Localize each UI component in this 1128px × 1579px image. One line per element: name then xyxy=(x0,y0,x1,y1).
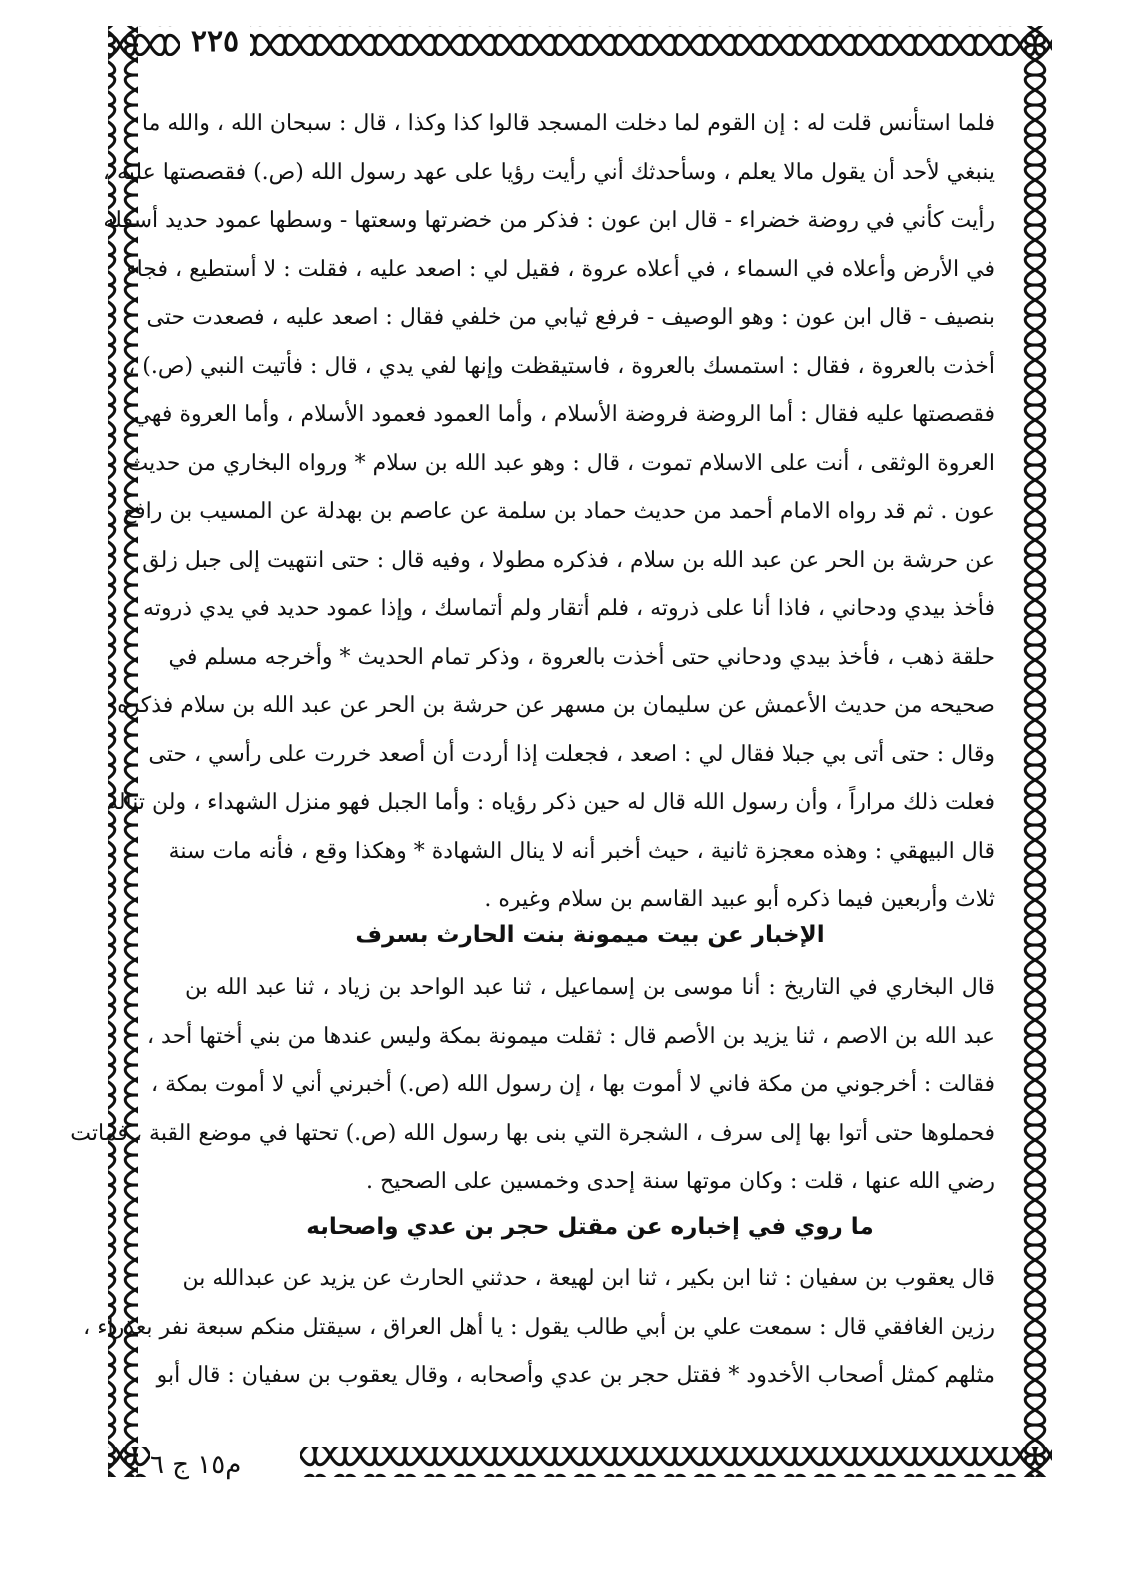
text-line: فقالت : أخرجوني من مكة فاني لا أموت بها ، إن رسول الله (ص.) أخبرني أني لا أموت بمكة ، xyxy=(151,1072,995,1097)
text-line: قال البخاري في التاريخ : أنا موسى بن إسماعيل ، ثنا عبد الواحد بن زياد ، ثنا عبد الله بن xyxy=(185,975,995,1000)
text-line: عن حرشة بن الحر عن عبد الله بن سلام ، فذكره مطولا ، وفيه قال : حتى انتهيت إلى جبل زلق xyxy=(142,547,995,573)
text-line: بنصيف - قال ابن عون : وهو الوصيف - فرفع ثيابي من خلفي فقال : اصعد عليه ، فصعدت حتى xyxy=(146,305,995,330)
text-line: مثلهم كمثل أصحاب الأخدود * فقتل حجر بن عدي وأصحابه ، وقال يعقوب بن سفيان : قال أبو xyxy=(156,1363,995,1388)
text-line: فحملوها حتى أتوا بها إلى سرف ، الشجرة التي بنى بها رسول الله (ص.) تحتها في موضع القبة ، فماتت xyxy=(70,1120,995,1146)
text-line: عون . ثم قد رواه الامام أحمد من حديث حماد بن سلمة عن عاصم بن بهدلة عن المسيب بن رافع xyxy=(123,499,995,524)
text-line: فقصصتها عليه فقال : أما الروضة فروضة الأسلام ، وأما العمود فعمود الأسلام ، وأما العروة فهي xyxy=(133,402,995,427)
text-line: أخذت بالعروة ، فقال : استمسك بالعروة ، فاستيقظت وإنها لفي يدي ، قال : فأتيت النبي (ص.) ، xyxy=(128,353,995,379)
page-number: ٢٢٥ xyxy=(180,22,250,62)
text-line: قال يعقوب بن سفيان : ثنا ابن بكير ، ثنا ابن لهيعة ، حدثني الحارث عن يزيد عن عبدالله بن xyxy=(182,1266,995,1291)
text-line: فأخذ بيدي ودحاني ، فاذا أنا على ذروته ، فلم أتقار ولم أتماسك ، وإذا عمود حديد في يدي ذروته xyxy=(143,596,995,621)
text-line: فلما استأنس قلت له : إن القوم لما دخلت المسجد قالوا كذا وكذا ، قال : سبحان الله ، والله ما xyxy=(141,111,995,136)
body-section-3 xyxy=(83,1255,995,1401)
text-line: رضي الله عنها ، قلت : وكان موتها سنة إحدى وخمسين على الصحيح . xyxy=(365,1169,995,1194)
signature-mark: م١٥ ج ٦ xyxy=(150,1445,300,1485)
text-line: في الأرض وأعلاه في السماء ، في أعلاه عروة ، فقيل لي : اصعد عليه ، فقلت : لا أستطيع ، فجاء xyxy=(126,256,995,282)
text-line: وقال : حتى أتى بي جبلا فقال لي : اصعد ، فجعلت إذا أردت أن أصعد خررت على رأسي ، حتى xyxy=(148,741,995,767)
text-line: رأيت كأني في روضة خضراء - قال ابن عون : فذكر من خضرتها وسعتها - وسطها عمود حديد أسفله xyxy=(103,208,995,233)
body-section-1 xyxy=(102,100,995,925)
text-line: صحيحه من حديث الأعمش عن سليمان بن مسهر عن حرشة بن الحر عن عبد الله بن سلام فذكره xyxy=(117,693,995,718)
text-line: ثلاث وأربعين فيما ذكره أبو عبيد القاسم بن سلام وغيره . xyxy=(484,887,995,912)
text-line: العروة الوثقى ، أنت على الاسلام تموت ، قال : وهو عبد الله بن سلام * ورواه البخاري من حديث xyxy=(127,450,995,476)
text-line: فعلت ذلك مراراً ، وأن رسول الله قال له حين ذكر رؤياه : وأما الجبل فهو منزل الشهداء ، ولن تناله xyxy=(107,790,995,815)
text-line: حلقة ذهب ، فأخذ بيدي ودحاني حتى أخذت بالعروة ، وذكر تمام الحديث * وأخرجه مسلم في xyxy=(168,644,995,670)
text-line: ينبغي لأحد أن يقول مالا يعلم ، وسأحدثك أني رأيت رؤيا على عهد رسول الله (ص.) فقصصتها عليه ، xyxy=(102,159,995,185)
body-section-2 xyxy=(70,964,995,1207)
text-line: عبد الله بن الاصم ، ثنا يزيد بن الأصم قال : ثقلت ميمونة بمكة وليس عندها من بني أختها أحد ، xyxy=(146,1023,995,1049)
section-heading-hujr: ما روي في إخباره عن مقتل حجر بن عدي واصحابه xyxy=(306,1214,874,1240)
section-heading-maymuna: الإخبار عن بيت ميمونة بنت الحارث بسرف xyxy=(355,922,825,948)
text-line: رزين الغافقي قال : سمعت علي بن أبي طالب يقول : يا أهل العراق ، سيقتل منكم سبعة نفر بعذراء ، xyxy=(83,1314,995,1340)
text-line: قال البيهقي : وهذه معجزة ثانية ، حيث أخبر أنه لا ينال الشهادة * وهكذا وقع ، فأنه مات سنة xyxy=(168,838,995,864)
